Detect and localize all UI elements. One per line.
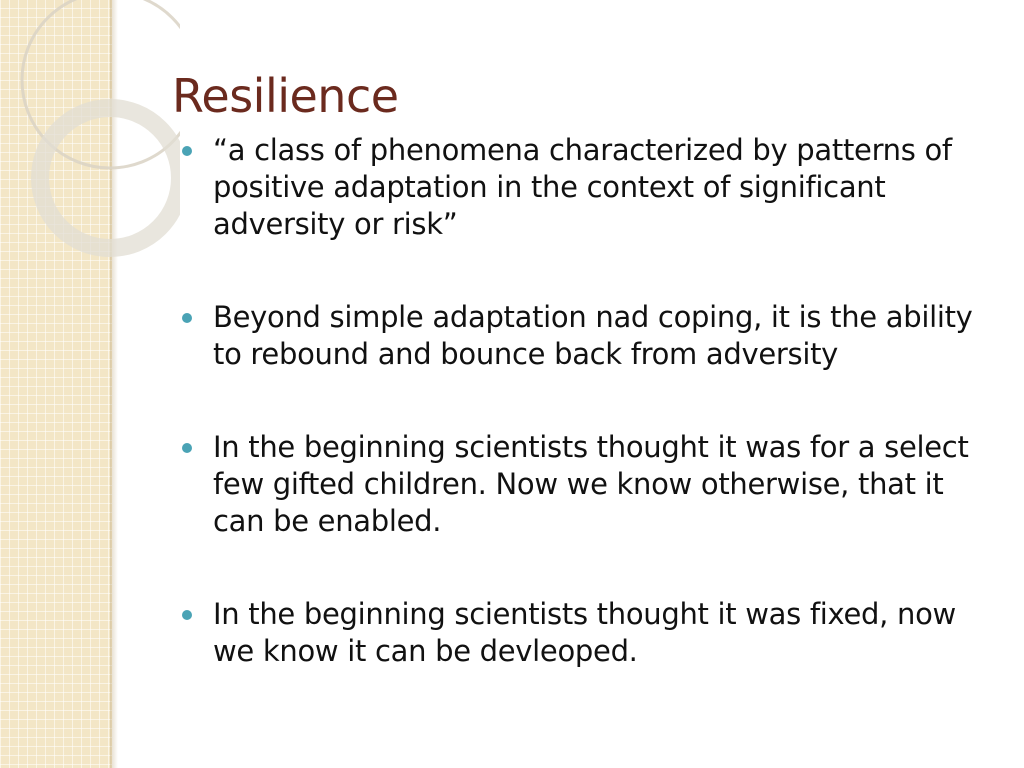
bullet-item xyxy=(182,132,1002,243)
bullet-dot-icon xyxy=(182,146,192,156)
bullet-list xyxy=(182,132,1002,726)
decorative-ring-inner xyxy=(40,108,180,248)
bullet-text: “a class of phenomena characterized by patterns of positive adaptation in the context of significant adversity or risk” xyxy=(213,133,952,241)
bullet-item xyxy=(182,596,1002,670)
decorative-rings xyxy=(0,0,180,260)
slide-title: Resilience xyxy=(172,69,399,123)
bullet-dot-icon xyxy=(182,313,192,323)
bullet-text: In the beginning scientists thought it was fixed, now we know it can be devleoped. xyxy=(213,597,956,668)
bullet-text: In the beginning scientists thought it was for a select few gifted children. Now we know otherwise, that it can be enabled. xyxy=(213,430,969,538)
bullet-dot-icon xyxy=(182,443,192,453)
bullet-dot-icon xyxy=(182,610,192,620)
bullet-item xyxy=(182,299,1002,373)
bullet-text: Beyond simple adaptation nad coping, it is the ability to rebound and bounce back from adversity xyxy=(213,300,973,371)
bullet-item xyxy=(182,429,1002,540)
